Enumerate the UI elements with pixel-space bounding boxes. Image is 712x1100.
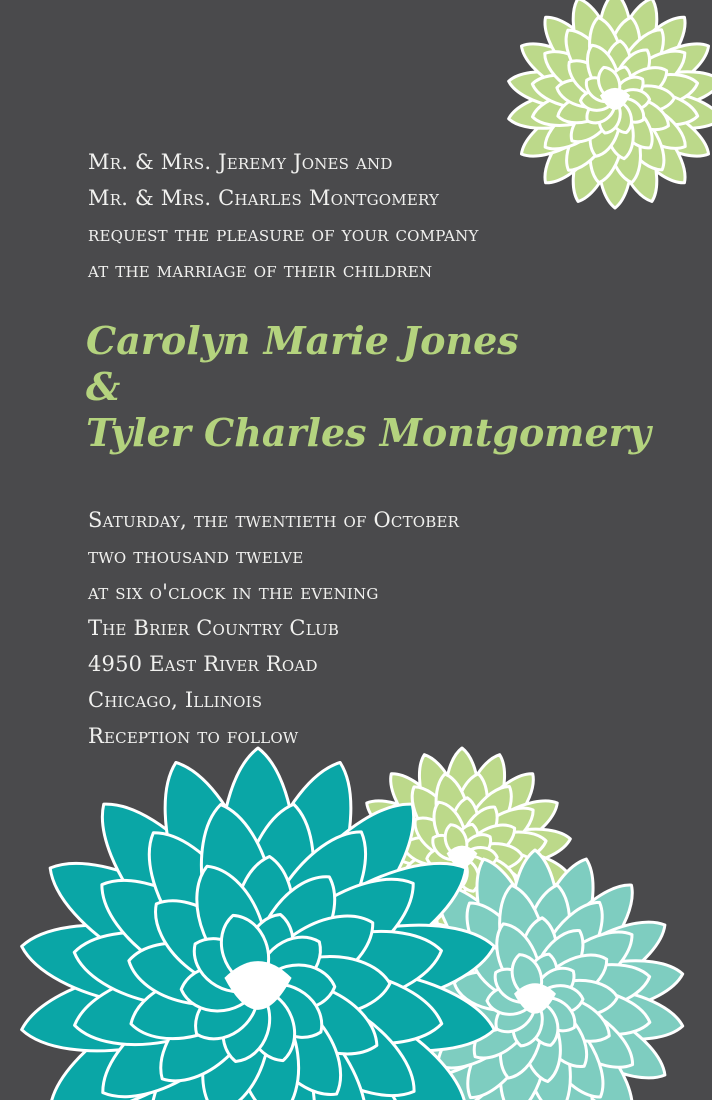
host-line-2: Mr. & Mrs. Charles Montgomery [88,186,440,210]
venue-address: 4950 East River Road [88,652,318,676]
bride-name: Carolyn Marie Jones [86,318,519,363]
groom-name: Tyler Charles Montgomery [86,410,651,455]
venue-city: Chicago, Illinois [88,688,263,712]
ampersand: & [86,364,121,409]
venue-name: The Brier Country Club [88,616,340,640]
event-details [88,502,459,754]
event-year: two thousand twelve [88,544,304,568]
event-date: Saturday, the twentieth of October [88,508,460,532]
occasion-line: at the marriage of their children [88,258,433,282]
couple-names [86,318,651,456]
host-line-1: Mr. & Mrs. Jeremy Jones and [88,150,393,174]
reception-note: Reception to follow [88,724,299,748]
request-line: request the pleasure of your company [88,222,479,246]
event-time: at six o'clock in the evening [88,580,379,604]
green-dahlia-top-icon [506,0,712,208]
hosts-block [88,144,479,288]
